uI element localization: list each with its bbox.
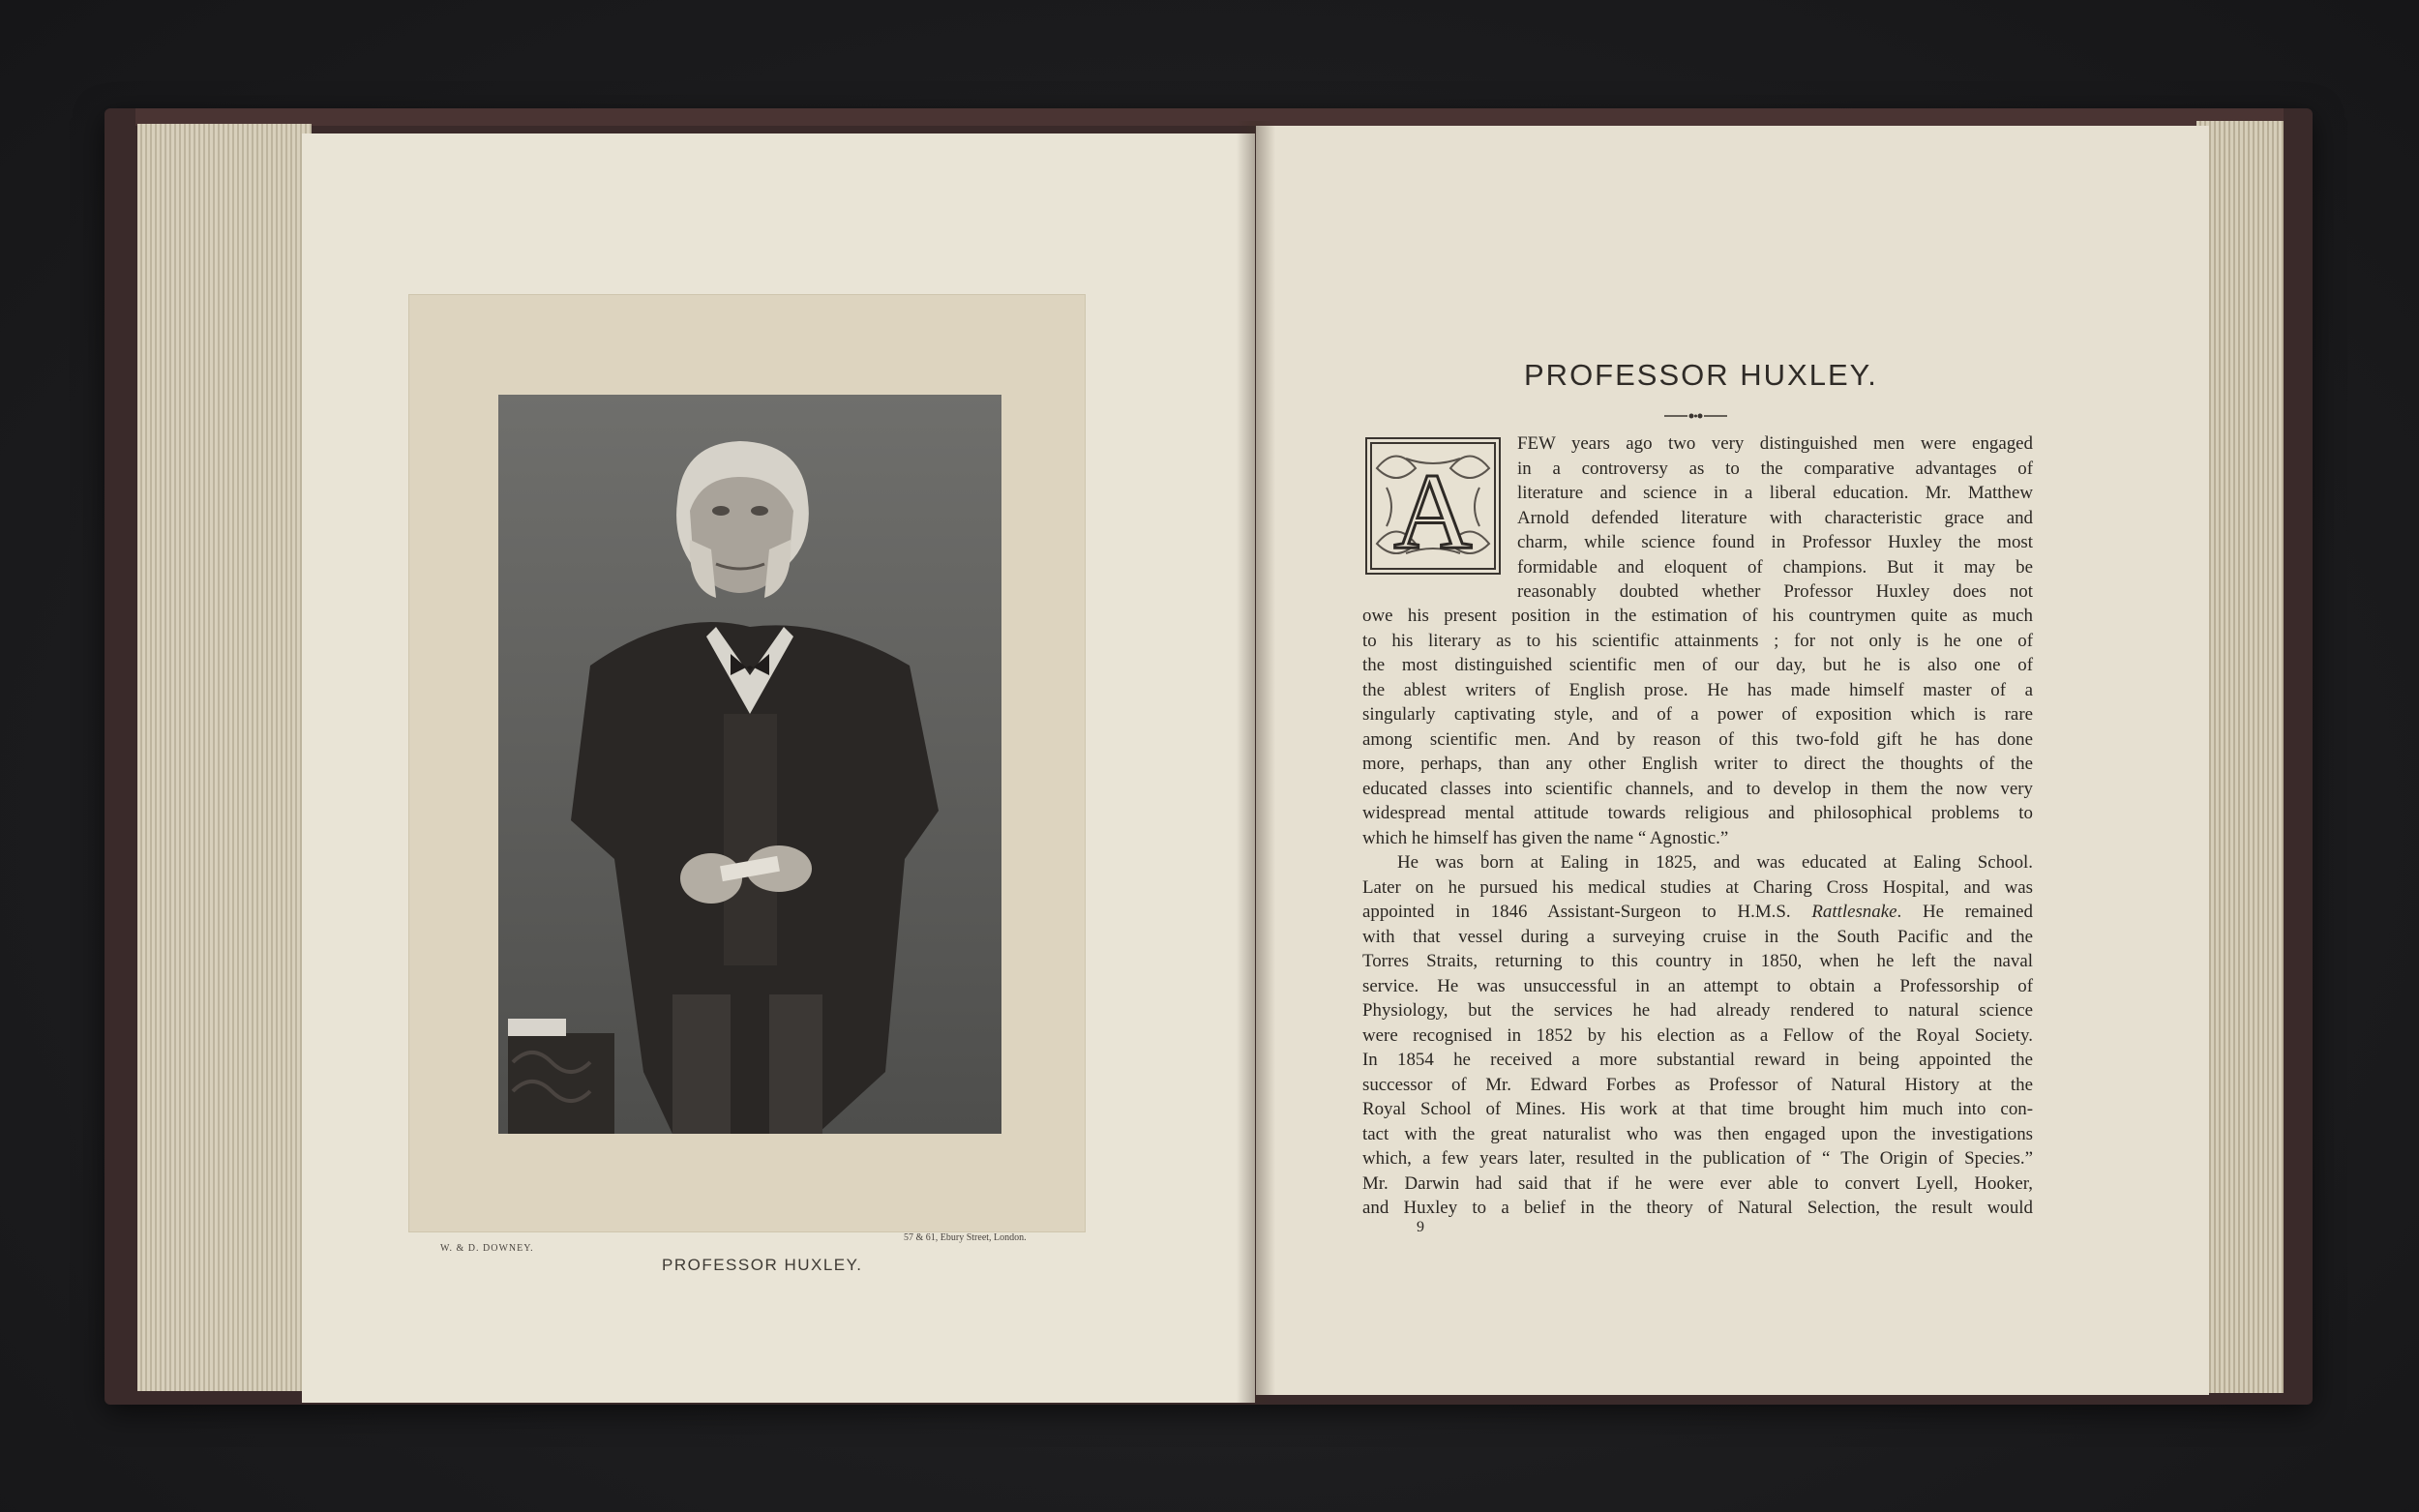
text-line: educated classes into scientific channels, and to develop in them the now very <box>1362 778 2033 799</box>
text-line: formidable and eloquent of champions. But it may be <box>1517 556 2033 578</box>
text-line: the ablest writers of English prose. He has made himself master of a <box>1362 679 2033 700</box>
text-line: Torres Straits, returning to this country in 1850, when he left the naval <box>1362 951 2033 971</box>
portrait-caption: PROFESSOR HUXLEY. <box>662 1256 863 1274</box>
text-line: appointed in 1846 Assistant-Surgeon to H.M.S. Rattlesnake. He remained <box>1362 902 2033 922</box>
portrait-illustration <box>498 395 1001 1134</box>
right-page-edges <box>2196 121 2284 1393</box>
text-line: and Huxley to a belief in the theory of Natural Selection, the result would <box>1362 1198 2033 1218</box>
text-line: charm, while science found in Professor Huxley the most <box>1517 532 2033 552</box>
text-line: reasonably doubted whether Professor Huxley does not <box>1517 581 2033 602</box>
decorated-initial <box>1365 437 1501 575</box>
opening-paragraph-wrapped <box>1517 431 2033 605</box>
text-line: singularly captivating style, and of a power of exposition which is rare <box>1362 704 2033 725</box>
text-line: Royal School of Mines. His work at that time brought him much into con- <box>1362 1099 2033 1119</box>
left-page-edges <box>137 124 312 1391</box>
text-line: were recognised in 1852 by his election as a Fellow of the Royal Society. <box>1362 1024 2033 1046</box>
text-line: He was born at Ealing in 1825, and was educated at Ealing School. <box>1397 852 2033 873</box>
svg-text:A: A <box>1393 452 1473 572</box>
text-line: to his literary as to his scientific attainments ; for not only is he one of <box>1362 630 2033 651</box>
text-line: more, perhaps, than any other English writer to direct the thoughts of the <box>1362 754 2033 774</box>
text-line: with that vessel during a surveying cruise in the South Pacific and the <box>1362 926 2033 947</box>
text-line: literature and science in a liberal education. Mr. Matthew <box>1517 483 2033 503</box>
text-line: widespread mental attitude towards religious and philosophical problems to <box>1362 803 2033 823</box>
book-gutter <box>1237 121 1275 1403</box>
text-line: the most distinguished scientific men of our day, but he is also one of <box>1362 655 2033 675</box>
studio-address: 57 & 61, Ebury Street, London. <box>904 1232 1027 1243</box>
text-line: Physiology, but the services he had already rendered to natural science <box>1362 1000 2033 1021</box>
text-line: among scientific men. And by reason of this two-fold gift he has done <box>1362 728 2033 750</box>
text-line: service. He was unsuccessful in an attempt to obtain a Professorship of <box>1362 975 2033 996</box>
portrait-photograph <box>498 395 1001 1134</box>
ship-name: Rattlesnake <box>1811 902 1897 922</box>
text-line: Mr. Darwin had said that if he were ever able to convert Lyell, Hooker, <box>1362 1172 2033 1194</box>
text-line: which he himself has given the name “ Agnostic.” <box>1362 827 1729 848</box>
body-text <box>1362 604 2033 1221</box>
text-line: Arnold defended literature with characteristic grace and <box>1517 507 2033 528</box>
page-number: 9 <box>1417 1219 1424 1235</box>
book-cover-spine-edge <box>135 108 2284 126</box>
text-line: which, a few years later, resulted in the publication of “ The Origin of Species.” <box>1362 1148 2033 1169</box>
text-line: successor of Mr. Edward Forbes as Professor of Natural History at the <box>1362 1074 2033 1095</box>
text-line: FEW years ago two very distinguished men were engaged <box>1517 433 2033 454</box>
ornamental-initial-a <box>1367 439 1499 573</box>
ornamental-rule-icon <box>1664 410 1727 422</box>
text-line: tact with the great naturalist who was then engaged upon the investigations <box>1362 1123 2033 1144</box>
page-title: PROFESSOR HUXLEY. <box>1524 358 1878 392</box>
text-line: Later on he pursued his medical studies at Charing Cross Hospital, and was <box>1362 876 2033 898</box>
text-line: in a controversy as to the comparative advantages of <box>1517 458 2033 479</box>
text-line: owe his present position in the estimation of his countrymen quite as much <box>1362 606 2033 626</box>
photographer-credit: W. & D. DOWNEY. <box>440 1243 534 1254</box>
text-line: In 1854 he received a more substantial reward in being appointed the <box>1362 1050 2033 1070</box>
